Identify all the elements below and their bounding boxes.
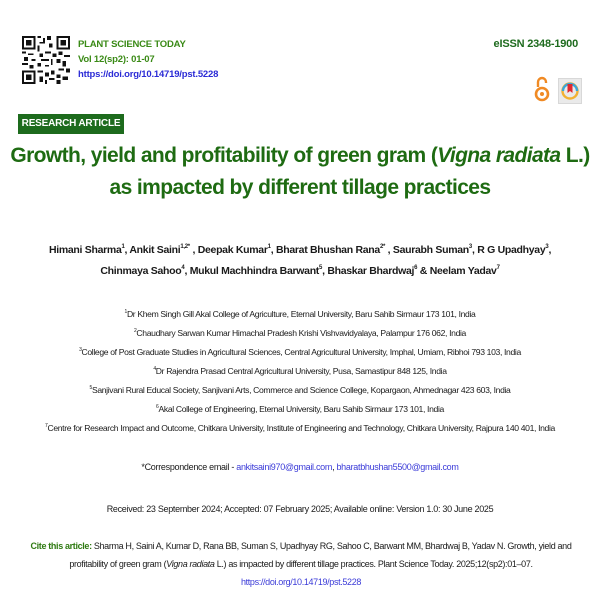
- author: Bhaskar Bhardwaj$^6$ &: [327, 265, 430, 277]
- eissn: eISSN 2348-1900: [493, 38, 578, 50]
- author: Mukul Machhindra Barwant$^5$,: [189, 265, 328, 277]
- email-link-1[interactable]: ankitsaini970@gmail.com: [236, 462, 333, 472]
- author: Deepak Kumar$^1$,: [197, 244, 276, 256]
- author: Saurabh Suman$^3$,: [392, 244, 478, 256]
- author: Ankit Saini$^{1,2*}$ ,: [129, 244, 198, 256]
- affiliation: $^3$College of Post Graduate Studies in Agricultural Sciences, Central Agricultural University, Imphal, Umiam, Ribhoi 793 103, India: [79, 347, 521, 357]
- author: Neelam Yadav$^7$: [429, 265, 500, 277]
- affiliation: $^2$Chaudhary Sarwan Kumar Himachal Pradesh Krishi Vishvavidyalaya, Palampur 176 062, India: [133, 328, 466, 338]
- open-access-icon[interactable]: [534, 76, 550, 102]
- title-text: Growth, yield and profitability of green gram (: [10, 144, 438, 167]
- citation: [30, 537, 572, 591]
- author: Bharat Bhushan Rana$^{2*}$ ,: [275, 244, 393, 256]
- author: R G Upadhyay$^3$,: [477, 244, 552, 256]
- journal-name: PLANT SCIENCE TODAY: [78, 39, 186, 50]
- citation-doi-link[interactable]: https://doi.org/10.14719/pst.5228: [240, 577, 362, 587]
- title-species: Vigna radiata: [437, 144, 561, 167]
- affiliation: $^1$Dr Khem Singh Gill Akal College of Agriculture, Eternal University, Baru Sahib Sirmaur 173 101, India: [124, 309, 476, 319]
- correspondence-label: *Correspondence email -: [141, 462, 237, 472]
- journal-info: [78, 37, 218, 82]
- crossmark-icon[interactable]: [558, 78, 582, 104]
- citation-text-end: L.) as impacted by different tillage practices. Plant Science Today. 2025;12(sp2):01–07.: [214, 559, 533, 569]
- qr-code-icon[interactable]: [22, 36, 70, 84]
- author: Chinmaya Sahoo$^4$,: [100, 265, 190, 277]
- citation-species: Vigna radiata: [166, 559, 215, 569]
- affiliation: $^4$Dr Rajendra Prasad Central Agricultural University, Pusa, Samastipur 848 125, India: [153, 366, 447, 376]
- citation-text: Sharma H, Saini A, Kumar D, Rana BB, Suman S, Upadhyay RG, Sahoo C, Barwant MM, Bhardwaj B, Yadav N. Growth, yield and profitability of green gram (: [69, 541, 572, 569]
- title-text-end: L.): [560, 144, 590, 167]
- article-type-badge: RESEARCH ARTICLE: [18, 114, 124, 134]
- affiliation: $^5$Sanjivani Rural Educal Society, Sanjivani Arts, Commerce and Science College, Kopargaon, Ahmednagar 423 603, India: [89, 385, 511, 395]
- citation-label: Cite this article:: [30, 541, 92, 551]
- title-line-2: as impacted by different tillage practices: [109, 176, 491, 199]
- affiliation: $^6$Akal College of Engineering, Eternal University, Baru Sahib Sirmaur 173 101, India: [156, 404, 444, 414]
- journal-doi-link[interactable]: https://doi.org/10.14719/pst.5228: [78, 69, 219, 80]
- journal-volume: Vol 12(sp2): 01-07: [78, 54, 155, 65]
- article-title: [0, 140, 600, 204]
- affiliation: $^7$Centre for Research Impact and Outcome, Chitkara University, Institute of Engineering and Technology, Chitkara University, Rajpura 140 401, India: [45, 423, 555, 433]
- publication-dates: Received: 23 September 2024; Accepted: 07 February 2025; Available online: Version 1.0: 30 June 2025: [106, 504, 494, 514]
- author-list: [20, 240, 580, 282]
- email-link-2[interactable]: bharatbhushan5500@gmail.com: [336, 462, 459, 472]
- author: Himani Sharma$^1$,: [48, 244, 130, 256]
- affiliation-list: [0, 305, 600, 438]
- correspondence: *Correspondence email - ankitsaini970@gmail.com, bharatbhushan5500@gmail.com: [141, 462, 459, 472]
